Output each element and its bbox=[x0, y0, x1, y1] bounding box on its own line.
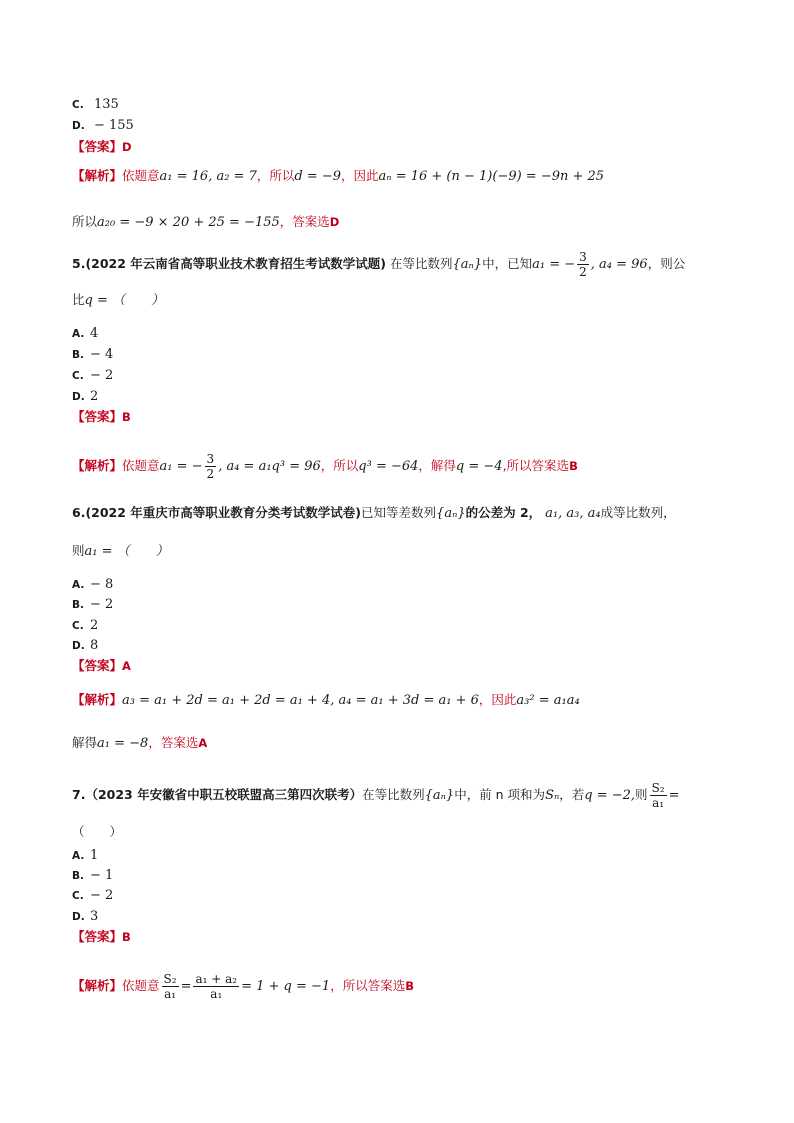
option-letter: C. bbox=[72, 620, 84, 632]
solution-text: 依题意 bbox=[122, 168, 160, 183]
question-text: 中，前 n 项和为 bbox=[454, 787, 546, 802]
solution-text: ，所以 bbox=[320, 458, 359, 473]
option-letter: B. bbox=[72, 349, 84, 361]
math-expression: , a₄ = 96 bbox=[590, 257, 648, 272]
answer-tag: 【答案】 bbox=[72, 139, 123, 154]
q7-option-b bbox=[72, 865, 113, 886]
math-expression: q³ = −64 bbox=[358, 459, 419, 474]
option-letter: A. bbox=[72, 579, 85, 591]
q6-option-d bbox=[72, 635, 98, 656]
fraction-numerator: 3 bbox=[206, 452, 215, 466]
solution-text: 依题意 bbox=[122, 978, 160, 993]
question-text: 已知等差数列 bbox=[361, 505, 437, 520]
option-letter: B. bbox=[72, 870, 84, 882]
option-letter: D. bbox=[72, 120, 85, 132]
option-letter: D. bbox=[72, 911, 85, 923]
math-expression: aₙ = 16 + (n − 1)(−9) = −9n + 25 bbox=[378, 169, 605, 184]
solution-text: ，因此 bbox=[341, 168, 379, 183]
solution-text: ，解得 bbox=[418, 458, 456, 473]
q5-stem-line-1 bbox=[72, 250, 685, 279]
option-value: 135 bbox=[93, 97, 119, 112]
q6-option-b bbox=[72, 594, 113, 615]
q6-solution-line-2 bbox=[72, 733, 207, 754]
option-letter: B. bbox=[72, 599, 84, 611]
fraction bbox=[193, 972, 239, 1001]
solution-tag: 【解析】 bbox=[72, 168, 123, 183]
answer-letter: B bbox=[122, 930, 131, 944]
q6-option-a bbox=[72, 574, 113, 595]
math-expression: a₁ = −8 bbox=[97, 736, 149, 751]
math-expression: q = −2, bbox=[584, 788, 636, 803]
question-number: 6. bbox=[72, 505, 86, 520]
q5-option-a bbox=[72, 323, 98, 344]
math-expression: {aₙ} bbox=[424, 788, 455, 803]
answer-tag: 【答案】 bbox=[72, 658, 123, 673]
question-source: （2023 年安徽省中职五校联盟高三第四次联考） bbox=[85, 787, 363, 802]
solution-tag: 【解析】 bbox=[72, 978, 123, 993]
fraction bbox=[162, 972, 179, 1001]
math-expression: a₂₀ = −9 × 20 + 25 = −155 bbox=[97, 215, 280, 230]
option-value: − 1 bbox=[90, 868, 114, 883]
solution-text: ，答案选 bbox=[148, 735, 199, 750]
q6-option-c bbox=[72, 615, 98, 636]
option-value: 2 bbox=[90, 389, 99, 404]
math-expression: a₁ = − bbox=[532, 257, 576, 272]
math-expression: {aₙ} bbox=[436, 506, 466, 521]
q4-option-d bbox=[72, 115, 134, 136]
math-expression: a₃ = a₁ + 2d = a₁ + 2d = a₁ + 4, a₄ = a₁ + 3d = a₁ + 6 bbox=[122, 693, 479, 708]
solution-text: ，因此 bbox=[478, 692, 517, 707]
fraction-numerator: a₁ + a₂ bbox=[195, 972, 238, 986]
option-letter: A. bbox=[72, 850, 85, 862]
math-expression: = 1 + q = −1 bbox=[241, 979, 331, 994]
answer-tag: 【答案】 bbox=[72, 409, 123, 424]
math-expression: d = −9 bbox=[294, 169, 342, 184]
fraction bbox=[650, 781, 667, 810]
q5-stem-line-2 bbox=[72, 290, 164, 311]
option-letter: D. bbox=[72, 640, 85, 652]
answer-letter: B bbox=[405, 979, 414, 993]
question-text: 中，已知 bbox=[482, 256, 533, 271]
math-expression: a₁ = （ ） bbox=[84, 544, 169, 559]
solution-text: ，答案选 bbox=[279, 214, 330, 229]
option-letter: C. bbox=[72, 890, 84, 902]
option-letter: C. bbox=[72, 370, 84, 382]
question-text: 成等比数列， bbox=[600, 505, 676, 520]
fraction-denominator: a₁ bbox=[210, 987, 223, 1001]
question-text: （ ） bbox=[72, 824, 123, 839]
option-value: 2 bbox=[90, 618, 99, 633]
fraction-denominator: a₁ bbox=[652, 796, 665, 810]
q4-answer bbox=[72, 137, 132, 157]
answer-letter: D bbox=[329, 215, 340, 229]
q4-option-c bbox=[72, 94, 119, 115]
solution-text: ，所以答案选 bbox=[330, 978, 406, 993]
q7-answer bbox=[72, 927, 131, 947]
q6-solution-line-1 bbox=[72, 690, 580, 711]
answer-letter: B bbox=[122, 410, 131, 424]
math-expression: a₁ = 16, a₂ = 7 bbox=[159, 169, 257, 184]
question-text: ，则公 bbox=[647, 256, 686, 271]
question-text: 则 bbox=[72, 543, 85, 558]
q7-option-d bbox=[72, 906, 98, 927]
question-text: 在等比数列 bbox=[362, 787, 425, 802]
fraction-numerator: 3 bbox=[579, 250, 587, 264]
fraction-numerator: S₂ bbox=[163, 972, 177, 986]
q7-option-a bbox=[72, 845, 98, 866]
q7-option-c bbox=[72, 885, 113, 906]
fraction-denominator: a₁ bbox=[164, 987, 177, 1001]
math-expression: a₁ = − bbox=[159, 459, 203, 474]
q5-option-d bbox=[72, 386, 98, 407]
question-number: 7. bbox=[72, 787, 86, 802]
option-value: − 2 bbox=[90, 368, 114, 383]
math-expression: {aₙ} bbox=[452, 257, 483, 272]
option-value: 1 bbox=[90, 848, 99, 863]
q5-option-b bbox=[72, 344, 113, 365]
option-letter: D. bbox=[72, 391, 85, 403]
question-text: 的公差为 2， bbox=[465, 505, 542, 520]
question-text: 在等比数列 bbox=[386, 256, 453, 271]
question-number: 5. bbox=[72, 256, 86, 271]
answer-letter: A bbox=[198, 736, 208, 750]
question-source: (2022 年重庆市高等职业教育分类考试数学试卷) bbox=[85, 505, 362, 520]
answer-tag: 【答案】 bbox=[72, 929, 123, 944]
question-text: 则 bbox=[635, 787, 648, 802]
solution-text: 所以 bbox=[72, 214, 98, 229]
q5-answer bbox=[72, 407, 131, 427]
math-expression: a₃² = a₁a₄ bbox=[516, 693, 580, 708]
option-value: − 4 bbox=[90, 347, 114, 362]
option-letter: C. bbox=[72, 99, 84, 111]
q5-solution bbox=[72, 452, 578, 481]
fraction-numerator: S₂ bbox=[651, 781, 665, 795]
answer-letter: A bbox=[122, 659, 131, 673]
option-value: − 2 bbox=[90, 888, 114, 903]
option-value: 4 bbox=[90, 326, 99, 341]
math-expression: Sₙ bbox=[545, 788, 560, 803]
option-value: − 8 bbox=[90, 577, 114, 592]
answer-letter: B bbox=[569, 459, 578, 473]
question-text: 比 bbox=[72, 292, 85, 307]
solution-tag: 【解析】 bbox=[72, 692, 123, 707]
option-letter: A. bbox=[72, 328, 85, 340]
q4-solution-line-2 bbox=[72, 212, 339, 233]
q6-answer bbox=[72, 656, 131, 676]
question-source: (2022 年云南省高等职业技术教育招生考试数学试题) bbox=[85, 256, 387, 271]
fraction bbox=[205, 452, 217, 481]
q7-solution bbox=[72, 972, 414, 1001]
q4-solution-line-1 bbox=[72, 166, 604, 187]
math-expression: a₁, a₃, a₄ bbox=[545, 506, 601, 521]
option-value: 3 bbox=[90, 909, 99, 924]
q6-stem-line-2 bbox=[72, 541, 169, 562]
q7-stem-line-2 bbox=[72, 822, 122, 842]
math-expression: q = （ ） bbox=[84, 293, 164, 308]
option-value: 8 bbox=[90, 638, 99, 653]
q7-stem-line-1 bbox=[72, 781, 680, 810]
option-value: − 155 bbox=[93, 118, 134, 133]
math-expression: q = −4 bbox=[455, 459, 503, 474]
solution-text: 解得 bbox=[72, 735, 98, 750]
math-expression: , a₄ = a₁q³ = 96 bbox=[218, 459, 321, 474]
math-expression: = bbox=[668, 788, 680, 803]
answer-letter: D bbox=[122, 140, 132, 154]
question-text: ，若 bbox=[559, 787, 585, 802]
math-expression: = bbox=[180, 979, 192, 994]
solution-text: ，所以 bbox=[256, 168, 295, 183]
fraction-denominator: 2 bbox=[579, 265, 587, 279]
solution-text: 依题意 bbox=[122, 458, 160, 473]
fraction-denominator: 2 bbox=[206, 467, 215, 481]
solution-tag: 【解析】 bbox=[72, 458, 123, 473]
q6-stem-line-1 bbox=[72, 503, 676, 524]
fraction bbox=[577, 250, 589, 279]
solution-text: ,所以答案选 bbox=[502, 458, 570, 473]
q5-option-c bbox=[72, 365, 113, 386]
option-value: − 2 bbox=[90, 597, 114, 612]
